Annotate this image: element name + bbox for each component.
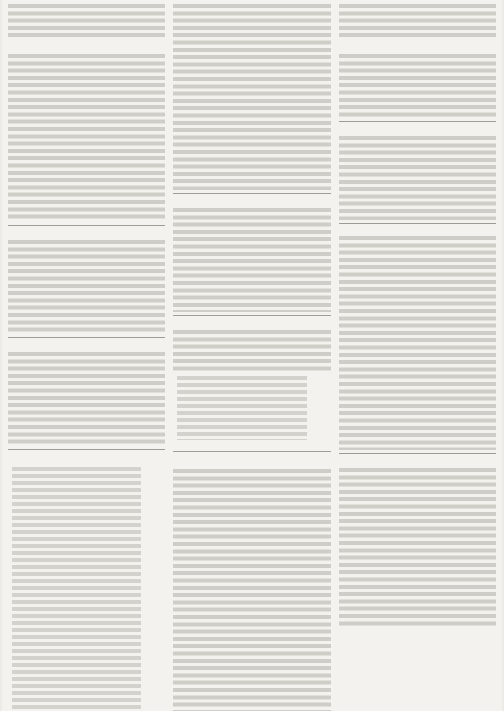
article-body	[339, 468, 496, 628]
divider	[173, 451, 330, 452]
article-body	[173, 4, 330, 190]
divider	[8, 225, 165, 226]
column-1	[8, 4, 165, 711]
article-headline	[339, 227, 496, 234]
article-headline	[339, 126, 496, 134]
article-body	[173, 469, 330, 711]
article-body	[8, 240, 165, 334]
article-body	[173, 330, 330, 374]
poem-title	[8, 454, 165, 465]
article-body	[173, 208, 330, 312]
divider	[8, 449, 165, 450]
article-headline	[8, 342, 165, 350]
article-body	[8, 4, 165, 40]
divider	[339, 453, 496, 454]
divider	[339, 223, 496, 224]
column-2	[173, 4, 330, 711]
article-body	[8, 352, 165, 446]
poem-byline	[175, 442, 328, 448]
divider	[8, 337, 165, 338]
divider	[173, 315, 330, 316]
article-headline	[8, 44, 165, 52]
article-headline	[339, 458, 496, 466]
article-headline	[339, 44, 496, 52]
article-body	[339, 4, 496, 40]
newspaper-page	[2, 0, 502, 711]
column-3	[339, 4, 496, 711]
poem-text-continued	[177, 376, 306, 440]
poem-text	[12, 467, 141, 711]
article-body	[8, 54, 165, 222]
article-headline	[8, 230, 165, 238]
article-headline	[173, 198, 330, 206]
article-body	[339, 136, 496, 220]
article-headline	[173, 456, 330, 467]
divider	[173, 193, 330, 194]
article-body	[339, 54, 496, 118]
divider	[339, 121, 496, 122]
article-headline	[173, 320, 330, 328]
article-body	[339, 236, 496, 450]
